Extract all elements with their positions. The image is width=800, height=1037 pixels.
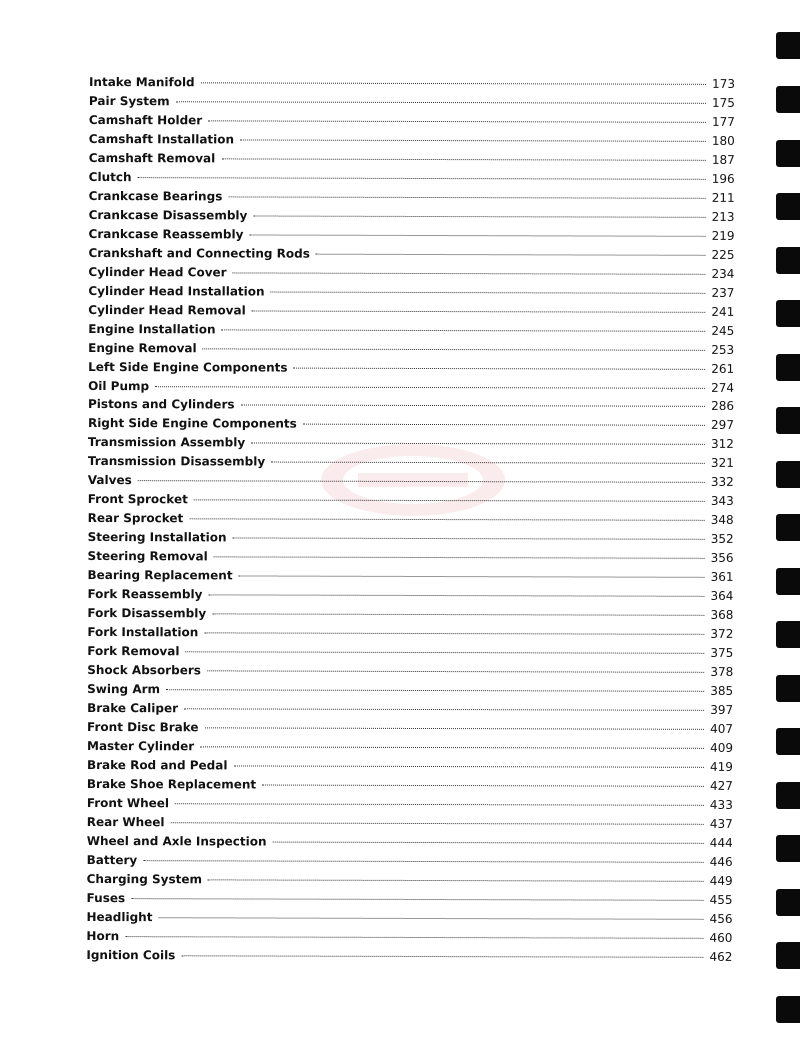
entry-title: Brake Rod and Pedal [86,757,228,773]
binding-hole-icon [776,247,800,274]
index-entry[interactable] [86,948,732,969]
entry-title: Crankcase Reassembly [88,226,244,242]
index-entry[interactable] [87,758,733,779]
dot-leader [233,272,706,274]
index-entry[interactable] [87,777,733,798]
binding-hole-icon [776,300,800,327]
entry-title: Steering Removal [87,549,208,564]
entry-page-number: 433 [709,797,733,812]
dot-leader [201,82,706,84]
dot-leader [189,519,704,522]
entry-title: Cylinder Head Installation [88,283,265,299]
entry-page-number: 187 [711,152,735,167]
index-entry[interactable] [87,720,733,741]
entry-page-number: 274 [711,380,735,395]
entry-page-number: 368 [710,607,734,623]
index-entry[interactable] [88,454,734,475]
dot-leader [253,215,705,217]
entry-page-number: 352 [710,532,734,547]
dot-leader [303,424,705,426]
dot-leader [155,386,705,389]
index-entry[interactable] [88,549,734,570]
dot-leader [316,253,706,255]
index-entry[interactable] [88,322,734,343]
entry-title: Crankcase Bearings [88,188,223,204]
entry-title: Crankcase Disassembly [88,207,248,223]
entry-page-number: 462 [709,949,733,964]
dot-leader [175,803,704,806]
index-entry[interactable] [87,606,733,627]
entry-page-number: 175 [711,95,735,110]
entry-page-number: 211 [711,190,735,205]
dot-leader [166,689,704,692]
entry-title: Camshaft Holder [88,112,203,128]
dot-leader [221,158,706,160]
index-entry[interactable] [87,891,733,912]
dot-leader [131,898,703,901]
index-entry[interactable] [88,227,734,248]
index-entry[interactable] [88,303,734,324]
dot-leader [273,841,704,843]
entry-title: Transmission Assembly [87,435,246,450]
index-entry[interactable] [88,511,734,532]
index-entry[interactable] [87,682,733,703]
entry-page-number: 378 [710,664,734,679]
dot-leader [262,784,704,786]
dot-leader [249,234,705,236]
entry-page-number: 177 [711,114,735,129]
dot-leader [205,727,704,729]
entry-title: Rear Wheel [86,814,165,830]
index-entry[interactable] [87,739,733,760]
binding-hole-icon [776,782,800,809]
dot-leader [208,879,704,881]
index-entry[interactable] [87,625,733,646]
binding-hole-icon [776,354,800,381]
entry-title: Master Cylinder [86,738,195,754]
index-entry[interactable] [89,75,735,96]
index-entry[interactable] [87,853,733,874]
entry-page-number: 245 [711,323,735,338]
index-entry[interactable] [89,132,735,153]
entry-title: Engine Installation [88,321,216,336]
entry-page-number: 237 [711,285,735,300]
entry-title: Valves [87,473,132,488]
entry-title: Shock Absorbers [87,663,201,678]
index-entry[interactable] [86,929,732,950]
entry-title: Transmission Disassembly [87,454,266,469]
entry-title: Fork Reassembly [87,587,203,602]
dot-leader [138,480,705,483]
binding-hole-icon [776,407,800,434]
entry-title: Fork Disassembly [87,606,207,621]
index-entry[interactable] [87,644,733,665]
entry-title: Brake Caliper [87,700,179,716]
dot-leader [228,196,705,198]
binding-hole-icon [776,140,800,167]
binding-hole-icon [776,835,800,862]
dot-leader [252,310,706,312]
entry-page-number: 332 [710,475,734,490]
dot-leader [240,139,706,141]
index-entry[interactable] [89,208,735,229]
entry-title: Front Disc Brake [87,719,199,735]
binding-hole-icon [776,461,800,488]
index-entry[interactable] [88,473,734,494]
index-entry[interactable] [87,568,733,589]
binding-hole-icon [776,728,800,755]
dot-leader [184,708,704,711]
entry-title: Swing Arm [87,681,161,697]
dot-leader [271,462,705,464]
index-entry[interactable] [88,378,734,399]
dot-leader [239,576,705,578]
entry-page-number: 312 [710,437,734,452]
index-entry[interactable] [87,587,733,608]
entry-title: Headlight [86,909,153,924]
dot-leader [171,822,704,825]
entry-title: Rear Sprocket [87,511,184,526]
index-entry[interactable] [87,701,733,722]
entry-page-number: 409 [710,740,734,755]
dot-leader [143,860,703,863]
dot-leader [294,367,706,369]
dot-leader [181,955,703,958]
entry-title: Engine Removal [88,340,197,355]
entry-page-number: 455 [709,892,733,907]
index-entry[interactable] [88,284,734,305]
entry-page-number: 364 [710,589,734,604]
dot-leader [194,500,705,503]
entry-page-number: 348 [710,513,734,528]
index-entry[interactable] [87,834,733,855]
dot-leader [233,538,705,540]
binding-hole-icon [776,514,800,541]
entry-title: Front Wheel [86,795,170,811]
index-entry[interactable] [88,360,734,381]
entry-title: Camshaft Installation [88,131,235,147]
entry-page-number: 419 [710,759,733,774]
entry-page-number: 407 [710,721,734,736]
entry-title: Intake Manifold [88,75,195,90]
index-entry[interactable] [88,492,734,513]
dot-leader [212,613,704,615]
index-entry[interactable] [89,151,735,172]
entry-title: Battery [86,852,138,867]
entry-page-number: 196 [711,171,735,186]
dot-leader [200,746,704,748]
index-entry[interactable] [87,796,733,817]
binding-hole-icon [776,889,800,916]
entry-title: Cylinder Head Removal [88,302,246,318]
entry-title: Fork Installation [87,625,199,640]
entry-title: Right Side Engine Components [87,416,297,432]
dot-leader [271,291,706,293]
dot-leader [214,557,705,559]
binding-hole-icon [776,942,800,969]
entry-page-number: 361 [710,570,734,585]
dot-leader [185,651,704,654]
dot-leader [233,765,703,767]
entry-title: Clutch [88,169,132,184]
entry-title: Bearing Replacement [87,568,233,583]
entry-page-number: 213 [711,209,735,224]
index-entry[interactable] [87,815,733,836]
index-entry[interactable] [87,663,733,684]
entry-title: Pistons and Cylinders [88,397,235,412]
binding-hole-icon [776,86,800,113]
dot-leader [251,443,705,445]
dot-leader [176,101,706,104]
entry-page-number: 225 [711,247,735,262]
entry-title: Fuses [86,890,126,905]
index-entry[interactable] [88,265,734,286]
entry-page-number: 219 [711,228,735,243]
entry-page-number: 375 [710,645,734,660]
entry-title: Pair System [88,93,170,109]
entry-page-number: 343 [710,494,734,509]
dot-leader [208,120,706,122]
entry-title: Oil Pump [88,378,150,393]
entry-title: Ignition Coils [86,947,176,962]
binding-hole-icon [776,568,800,595]
entry-page-number: 241 [711,304,735,319]
entry-page-number: 261 [711,361,735,376]
entry-title: Fork Removal [87,644,180,659]
index-entry[interactable] [89,113,735,134]
dot-leader [208,595,704,597]
dot-leader [241,405,706,407]
dot-leader [203,348,706,350]
entry-page-number: 180 [711,133,735,148]
dot-leader [138,177,706,180]
index-entry[interactable] [88,341,734,362]
index-entry[interactable] [87,872,733,893]
dot-leader [125,936,703,939]
entry-page-number: 297 [711,418,734,433]
entry-page-number: 385 [710,683,734,698]
index-entry[interactable] [86,910,732,931]
entry-title: Charging System [86,871,203,887]
binding-hole-icon [776,675,800,702]
binding-hole-icon [776,996,800,1023]
entry-title: Cylinder Head Cover [88,264,227,280]
entry-page-number: 460 [709,930,733,945]
dot-leader [221,329,705,331]
entry-title: Left Side Engine Components [88,359,288,375]
entry-title: Steering Installation [87,530,227,545]
entry-page-number: 446 [709,854,733,869]
entry-page-number: 444 [709,835,733,850]
dot-leader [158,917,703,920]
entry-title: Horn [86,928,120,943]
entry-page-number: 437 [709,816,733,831]
entry-page-number: 173 [712,76,735,91]
binding-hole-icon [776,621,800,648]
entry-title: Camshaft Removal [88,150,216,166]
entry-page-number: 253 [711,342,735,357]
index-entry[interactable] [88,397,734,418]
entry-title: Wheel and Axle Inspection [86,833,267,849]
index-entry[interactable] [88,416,734,437]
entry-page-number: 427 [709,778,733,793]
index-entry[interactable] [89,94,735,115]
binding-hole-icon [776,193,800,220]
entry-page-number: 397 [710,702,734,717]
entry-page-number: 356 [710,551,734,566]
index-list [86,75,735,968]
entry-page-number: 456 [709,911,733,926]
entry-page-number: 234 [711,266,735,281]
entry-page-number: 372 [710,626,734,642]
index-entry[interactable] [89,189,735,210]
entry-page-number: 286 [711,399,735,414]
index-entry[interactable] [88,435,734,456]
entry-title: Brake Shoe Replacement [86,776,257,792]
dot-leader [207,670,704,672]
index-entry[interactable] [88,530,734,551]
entry-title: Front Sprocket [87,492,188,507]
index-entry[interactable] [88,246,734,267]
dot-leader [204,632,704,634]
entry-page-number: 321 [710,456,734,471]
index-entry[interactable] [89,170,735,191]
binding-hole-icon [776,32,800,59]
entry-page-number: 449 [709,873,733,888]
entry-title: Crankshaft and Connecting Rods [88,245,310,261]
